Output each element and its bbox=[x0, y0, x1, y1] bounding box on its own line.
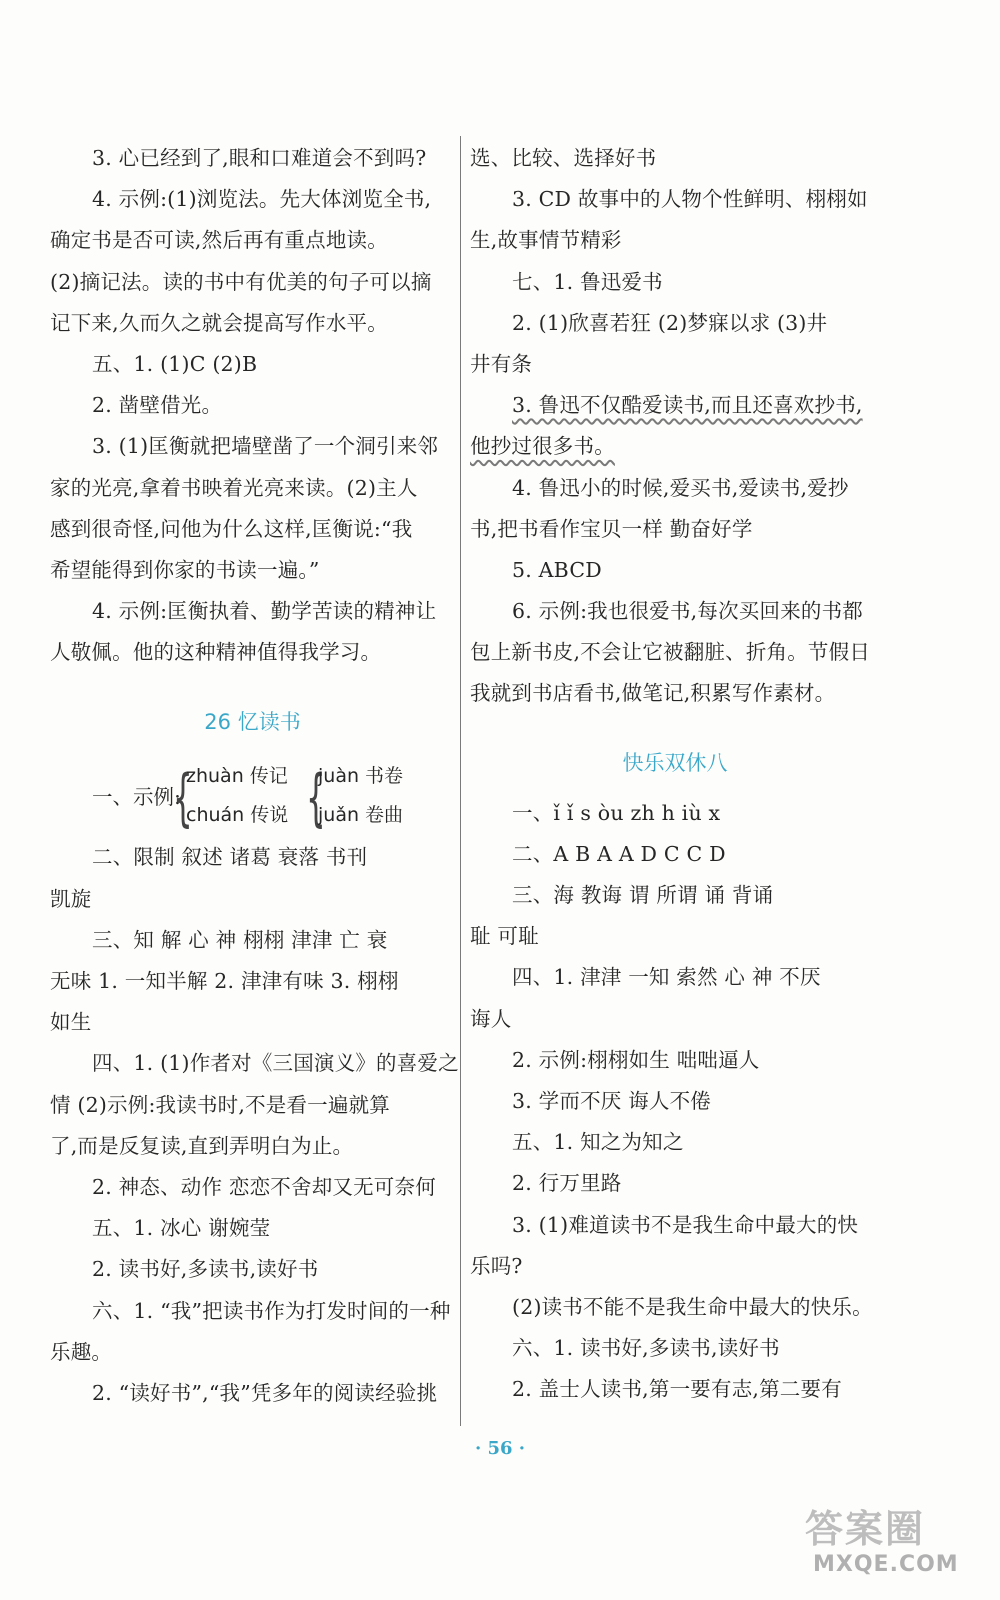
text-line: 选、比较、选择好书 bbox=[470, 146, 657, 170]
pinyin-group bbox=[186, 757, 288, 835]
text-line: 井有条 bbox=[470, 351, 533, 376]
text-line: 乐吗? bbox=[470, 1253, 523, 1278]
wavy-underlined-text: 3. 鲁迅不仅酷爱读书,而且还喜欢抄书, bbox=[512, 393, 863, 418]
text-line: 家的光亮,拿着书映着光亮来读。(2)主人 bbox=[50, 475, 418, 500]
right-column bbox=[470, 138, 880, 1410]
text-line: 我就到书店看书,做笔记,积累写作素材。 bbox=[470, 681, 836, 706]
text-line: 2. “读好书”,“我”凭多年的阅读经验挑 bbox=[92, 1380, 438, 1405]
text-line: 3. 心已经到了,眼和口难道会不到吗? bbox=[92, 146, 427, 170]
text-line: 3. 学而不厌 诲人不倦 bbox=[512, 1088, 711, 1113]
section-title: 26 忆读书 bbox=[204, 710, 301, 735]
watermark-logo: 答案圈 bbox=[805, 1507, 926, 1551]
watermark-url: MXQE.COM bbox=[813, 1552, 959, 1577]
text-line: 三、海 教诲 谓 所谓 诵 背诵 bbox=[512, 883, 774, 907]
text-line: 三、知 解 心 神 栩栩 津津 亡 衰 bbox=[92, 927, 388, 952]
left-brace-icon: { bbox=[173, 761, 193, 835]
text-line: 2. 盖士人读书,第一要有志,第二要有 bbox=[512, 1377, 842, 1402]
text-line: 2. 神态、动作 恋恋不舍却又无可奈何 bbox=[92, 1174, 436, 1199]
text-line: 无味 1. 一知半解 2. 津津有味 3. 栩栩 bbox=[50, 969, 399, 993]
column-divider bbox=[460, 136, 461, 1426]
pinyin-item: juǎn 卷曲 bbox=[318, 804, 404, 827]
answer-label: 一、示例: bbox=[92, 785, 181, 810]
text-line: 五、1. 知之为知之 bbox=[512, 1130, 684, 1155]
text-line: 如生 bbox=[50, 1010, 92, 1035]
text-line: 五、1. (1)C (2)B bbox=[92, 351, 258, 376]
text-line: 人敬佩。他的这种精神值得我学习。 bbox=[50, 640, 382, 665]
text-line: 4. 鲁迅小的时候,爱买书,爱读书,爱抄 bbox=[512, 475, 849, 500]
text-line: (2)摘记法。读的书中有优美的句子可以摘 bbox=[50, 269, 432, 294]
text-line: 5. ABCD bbox=[512, 557, 602, 582]
text-line: 六、1. 读书好,多读书,读好书 bbox=[512, 1336, 780, 1361]
text-line: 2. (1)欣喜若狂 (2)梦寐以求 (3)井 bbox=[512, 310, 828, 335]
text-line: 3. CD 故事中的人物个性鲜明、栩栩如 bbox=[512, 187, 868, 212]
text-line: 3. (1)难道读书不是我生命中最大的快 bbox=[512, 1212, 859, 1237]
text-line: 四、1. (1)作者对《三国演义》的喜爱之 bbox=[92, 1051, 459, 1076]
text-line: 耻 可耻 bbox=[470, 924, 539, 949]
text-line: 4. 示例:匡衡执着、勤学苦读的精神让 bbox=[92, 599, 437, 624]
pinyin-bracket-answer bbox=[50, 757, 455, 837]
text-line: 诲人 bbox=[470, 1006, 512, 1031]
text-line: 生,故事情节精彩 bbox=[470, 228, 622, 253]
text-line: 六、1. “我”把读书作为打发时间的一种 bbox=[92, 1298, 451, 1323]
text-line: 2. 读书好,多读书,读好书 bbox=[92, 1257, 319, 1282]
text-line: 包上新书皮,不会让它被翻脏、折角。节假日 bbox=[470, 640, 871, 665]
text-line: 四、1. 津津 一知 索然 心 神 不厌 bbox=[512, 965, 821, 990]
text-line: (2)读书不能不是我生命中最大的快乐。 bbox=[512, 1294, 873, 1319]
text-line bbox=[470, 426, 880, 467]
text-line: 七、1. 鲁迅爱书 bbox=[512, 269, 663, 294]
text-line: 3. (1)匡衡就把墙壁凿了一个洞引来邻 bbox=[92, 434, 439, 459]
text-line: 乐趣。 bbox=[50, 1339, 113, 1364]
text-line: 感到很奇怪,问他为什么这样,匡衡说:“我 bbox=[50, 516, 413, 541]
text-line: 4. 示例:(1)浏览法。先大体浏览全书, bbox=[92, 187, 432, 212]
text-line: 希望能得到你家的书读一遍。” bbox=[50, 557, 320, 582]
text-line: 情 (2)示例:我读书时,不是看一遍就算 bbox=[50, 1092, 390, 1117]
text-line: 书,把书看作宝贝一样 勤奋好学 bbox=[470, 516, 753, 541]
text-line: 一、ǐ ǐ s òu zh h iù x bbox=[512, 800, 721, 825]
pinyin-item: juàn 书卷 bbox=[318, 765, 404, 788]
text-line: 凯旋 bbox=[50, 886, 92, 911]
text-line: 记下来,久而久之就会提高写作水平。 bbox=[50, 310, 388, 335]
wavy-underlined-text: 他抄过很多书。 bbox=[470, 434, 615, 459]
text-line: 2. 示例:栩栩如生 咄咄逼人 bbox=[512, 1047, 760, 1072]
text-line: 了,而是反复读,直到弄明白为止。 bbox=[50, 1133, 354, 1158]
pinyin-group bbox=[318, 757, 403, 835]
text-line: 二、A B A A D C C D bbox=[512, 841, 726, 866]
pinyin-item: zhuàn 传记 bbox=[186, 765, 288, 788]
text-line: 确定书是否可读,然后再有重点地读。 bbox=[50, 228, 388, 253]
pinyin-item: chuán 传说 bbox=[186, 804, 289, 827]
page-number: · 56 · bbox=[474, 1438, 526, 1459]
text-line bbox=[470, 385, 880, 426]
text-line: 五、1. 冰心 谢婉莹 bbox=[92, 1216, 271, 1241]
section-title: 快乐双休八 bbox=[622, 750, 728, 775]
left-brace-icon: { bbox=[306, 761, 326, 835]
left-column bbox=[50, 138, 459, 1414]
text-line: 6. 示例:我也很爱书,每次买回来的书都 bbox=[512, 599, 863, 624]
site-watermark bbox=[805, 1498, 985, 1588]
text-line: 2. 行万里路 bbox=[512, 1171, 622, 1196]
text-line: 2. 凿壁借光。 bbox=[92, 393, 223, 418]
text-line: 二、限制 叙述 诸葛 衰落 书刊 bbox=[92, 845, 368, 870]
